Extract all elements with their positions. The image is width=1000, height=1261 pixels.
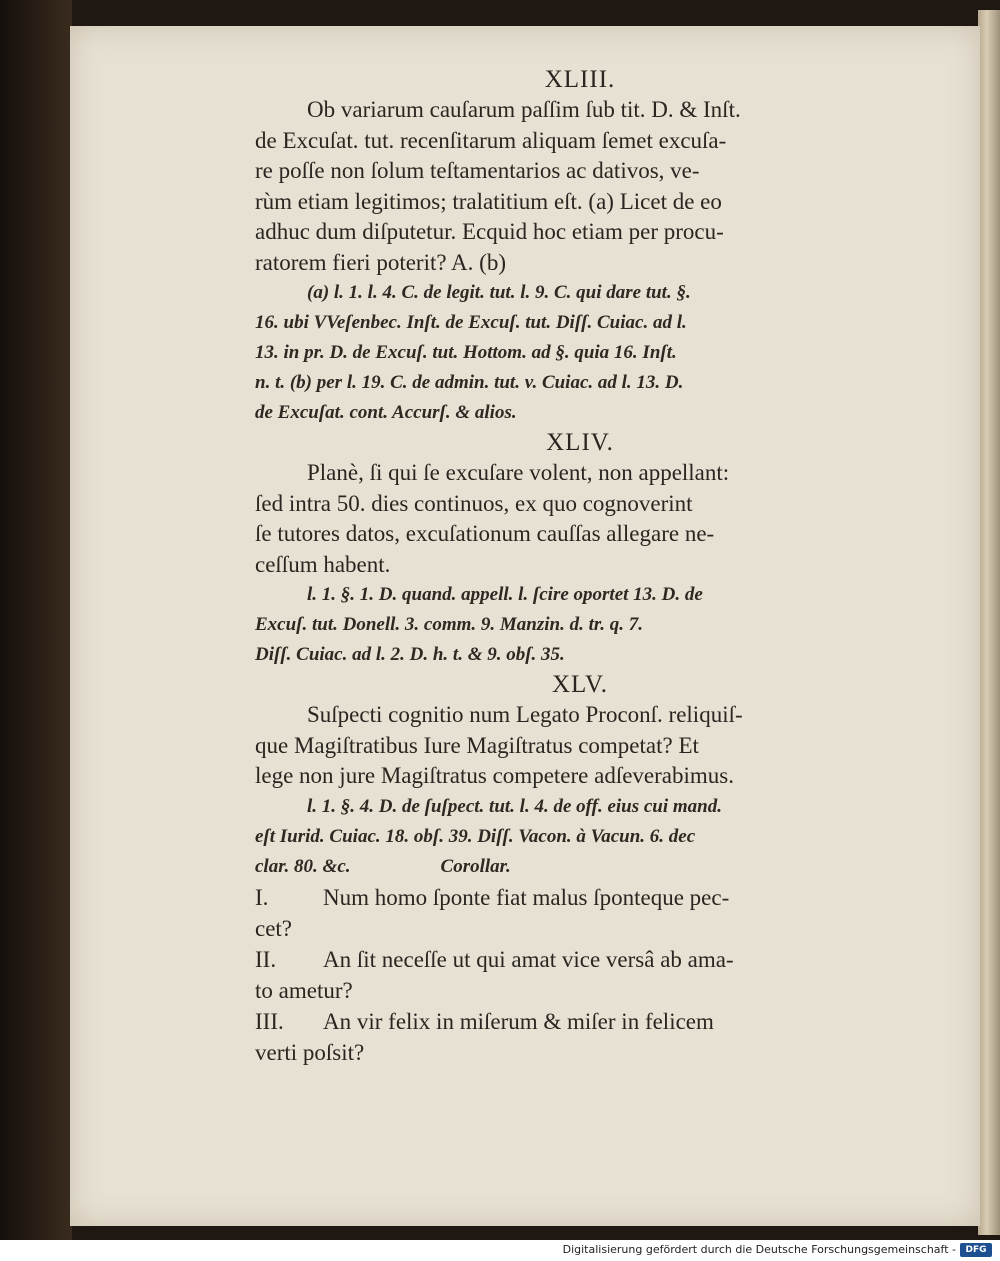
section-xliii (255, 65, 905, 428)
thesis-line (255, 1006, 905, 1037)
section-notes (255, 792, 905, 882)
body-line: ſe tutores datos, excuſationum cauſſas allegare ne- (255, 521, 715, 546)
thesis-item (255, 1006, 905, 1068)
thesis-number: I. (255, 884, 269, 910)
body-line: re poſſe non ſolum teſtamentarios ac dativos, ve- (255, 158, 700, 183)
thesis-text: An vir felix in miſerum & miſer in felicem (323, 1008, 714, 1034)
note-line: Excuſ. tut. Donell. 3. comm. 9. Manzin. d. tr. q. 7. (255, 614, 643, 635)
section-heading: XLIV. (546, 429, 614, 456)
note-line: l. 1. §. 1. D. quand. appell. l. ſcire oportet 13. D. de (307, 584, 703, 605)
thesis-line: verti poſsit? (255, 1039, 365, 1065)
body-line: Suſpecti cognitio num Legato Proconſ. reliquiſ- (307, 702, 743, 727)
page-content (255, 65, 905, 1068)
note-line: de Excuſat. cont. Accurſ. & alios. (255, 402, 517, 423)
thesis-number: III. (255, 1008, 284, 1034)
section-body (255, 700, 905, 792)
note-line: (a) l. 1. l. 4. C. de legit. tut. l. 9. C. qui dare tut. §. (307, 282, 691, 303)
note-text: clar. 80. &c. (255, 855, 351, 877)
digitization-credit: Digitalisierung gefördert durch die Deutsche Forschungsgemeinschaft - (562, 1243, 956, 1256)
body-line: adhuc dum diſputetur. Ecquid hoc etiam per procu- (255, 219, 724, 244)
note-line: 16. ubi VVeſenbec. Inſt. de Excuſ. tut. Diſſ. Cuiac. ad l. (255, 312, 687, 333)
note-line (255, 852, 905, 882)
note-line: Diſſ. Cuiac. ad l. 2. D. h. t. & 9. obſ. 35. (255, 644, 565, 665)
thesis-text: An ſit neceſſe ut qui amat vice versâ ab ama- (323, 946, 734, 972)
body-line: rùm etiam legitimos; tralatitium eſt. (a) Licet de eo (255, 188, 722, 214)
note-line: n. t. (b) per l. 19. C. de admin. tut. v. Cuiac. ad l. 13. D. (255, 372, 684, 393)
section-notes (255, 278, 905, 428)
section-body (255, 458, 905, 580)
footer-bar (0, 1240, 1000, 1261)
body-line: Ob variarum cauſarum paſſim ſub tit. D. & Inſt. (307, 97, 741, 122)
body-line: de Excuſat. tut. recenſitarum aliquam ſemet excuſa- (255, 127, 727, 153)
body-line: que Magiſtratibus Iure Magiſtratus competat? Et (255, 732, 699, 758)
section-xlv (255, 670, 905, 882)
thesis-item (255, 882, 905, 944)
thesis-line: cet? (255, 915, 293, 941)
note-line: l. 1. §. 4. D. de ſuſpect. tut. l. 4. de off. eius cui mand. (307, 795, 722, 817)
corollary-label: Corollar. (440, 855, 511, 877)
dfg-logo: DFG (960, 1243, 992, 1257)
thesis-line (255, 944, 905, 975)
page-stack-edge (978, 10, 1000, 1235)
body-line: Planè, ſi qui ſe excuſare volent, non appellant: (307, 460, 730, 485)
body-line: ratorem fieri poterit? A. (b) (255, 249, 506, 275)
body-line: lege non jure Magiſtratus competere adſeverabimus. (255, 763, 734, 788)
section-heading: XLIII. (544, 66, 616, 93)
thesis-item (255, 944, 905, 1006)
book-binding (0, 0, 72, 1240)
corollaries (255, 882, 905, 1068)
body-line: ſed intra 50. dies continuos, ex quo cognoverint (255, 490, 693, 516)
body-line: ceſſum habent. (255, 551, 391, 577)
section-heading: XLV. (551, 671, 609, 698)
section-xliv (255, 428, 905, 670)
note-line: eſt Iurid. Cuiac. 18. obſ. 39. Diſſ. Vacon. à Vacun. 6. dec (255, 825, 696, 847)
section-body (255, 95, 905, 278)
section-notes (255, 580, 905, 670)
note-line: 13. in pr. D. de Excuſ. tut. Hottom. ad §. quia 16. Inſt. (255, 342, 677, 363)
thesis-number: II. (255, 946, 277, 972)
thesis-text: Num homo ſponte fiat malus ſponteque pec- (323, 884, 730, 910)
thesis-line: to ametur? (255, 977, 353, 1003)
thesis-line (255, 882, 905, 913)
